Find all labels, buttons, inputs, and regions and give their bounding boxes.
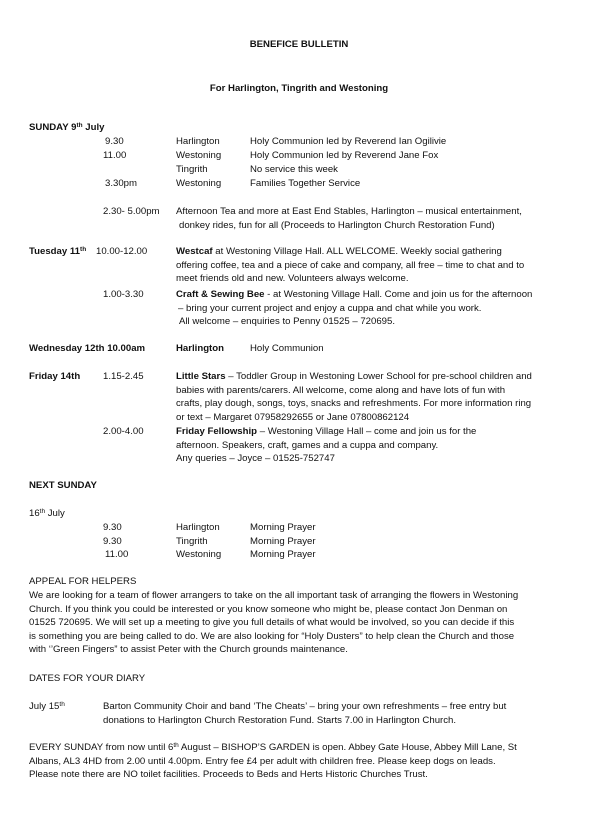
service-time: 11.00 [105, 549, 129, 560]
next-sunday-heading: NEXT SUNDAY [29, 480, 97, 491]
service-place: Westoning [176, 150, 222, 161]
wednesday-heading: Wednesday 12th 10.00am [29, 343, 146, 354]
wednesday-event: Holy Communion [250, 343, 324, 354]
service-place: Harlington [176, 522, 220, 533]
service-event: Holy Communion led by Reverend Jane Fox [250, 150, 439, 161]
tuesday-heading: Tuesday 11th [29, 246, 87, 257]
service-place: Tingrith [176, 164, 208, 175]
service-place: Tingrith [176, 536, 208, 547]
service-time: 11.00 [103, 150, 127, 161]
diary-choir-event: Barton Community Choir and band ‘The Cheats’ – bring your own refreshments – free entry but donations to Harlington Church Restoration Fund. Starts 7.00 in Harlington Church. [103, 701, 507, 726]
appeal-heading: APPEAL FOR HELPERS [29, 576, 137, 587]
bulletin-subtitle: For Harlington, Tingrith and Westoning [209, 83, 389, 94]
service-event: Morning Prayer [250, 549, 316, 560]
service-time: 9.30 [103, 536, 122, 547]
diary-date: July 15th [29, 701, 65, 712]
service-place: Westoning [176, 178, 222, 189]
friday-fellowship-description: Friday Fellowship – Westoning Village Hall – come and join us for the afternoon. Speakers, craft, games and a cuppa and company. Any queries – Joyce – 01525-752747 [176, 426, 477, 464]
afternoon-tea-description: Afternoon Tea and more at East End Stables, Harlington – musical entertainment, donkey rides, fun for all (Proceeds to Harlington Church Restoration Fund) [176, 206, 522, 231]
service-place: Harlington [176, 136, 220, 147]
little-stars-description: Little Stars – Toddler Group in Westoning Lower School for pre-school children and babies with parents/carers. All welcome, come along and have lots of fun with crafts, play dough, songs, toys, snacks and refreshments. For more information ring or text – Margaret 07958292655 or Jane 07800862124 [176, 371, 532, 423]
event-time: 10.00-12.00 [96, 246, 148, 257]
event-time: 2.30- 5.00pm [103, 206, 160, 217]
appeal-body: We are looking for a team of flower arrangers to take on the all important task of arranging the flowers in Westoning Church. If you think you could be interested or you know someone who might be, please contact Jon Denman on 01525 720695. We will set up a meeting to give you full details of what would be involved, so you can decide if this is something you are being called to do. We are also looking for “Holy Dusters” to help clean the Church and those with ‘’Green Fingers” to assist Peter with the Church grounds maintenance. [29, 590, 519, 655]
event-time: 1.15-2.45 [103, 371, 144, 382]
service-event: Morning Prayer [250, 536, 316, 547]
service-event: Families Together Service [250, 178, 361, 189]
westcaf-description: Westcaf at Westoning Village Hall. ALL WELCOME. Weekly social gathering offering coffee, tea and a piece of cake and company, all free – time to chat and to meet friends old and new. Volunteers always welcome. [176, 246, 525, 284]
event-time: 2.00-4.00 [103, 426, 144, 437]
service-event: No service this week [250, 164, 338, 175]
event-time: 1.00-3.30 [103, 289, 144, 300]
bulletin-title: BENEFICE BULLETIN [249, 39, 349, 50]
next-sunday-date: 16th July [29, 508, 65, 519]
wednesday-place: Harlington [176, 343, 224, 354]
service-time: 3.30pm [105, 178, 137, 189]
sunday-9-heading: SUNDAY 9th July [29, 122, 105, 133]
bishops-garden-notice: EVERY SUNDAY from now until 6th August – BISHOP’S GARDEN is open. Abbey Gate House, Abbey Mill Lane, St Albans, AL3 4HD from 2.00 until 4.00pm. Entry fee £4 per adult with children free. Please keep dogs on leads. Please note there are NO toilet facilities. Proceeds to Beds and Herts Historic Churches Trust. [29, 742, 517, 780]
friday-heading: Friday 14th [29, 371, 81, 382]
service-event: Holy Communion led by Reverend Ian Ogilivie [250, 136, 447, 147]
service-event: Morning Prayer [250, 522, 316, 533]
craft-sewing-description: Craft & Sewing Bee - at Westoning Village Hall. Come and join us for the afternoon – bring your current project and enjoy a cuppa and chat while you work. All welcome – enquiries to Penny 01525 – 720695. [176, 289, 533, 327]
service-time: 9.30 [103, 522, 122, 533]
service-time: 9.30 [105, 136, 124, 147]
diary-heading: DATES FOR YOUR DIARY [29, 673, 146, 684]
service-place: Westoning [176, 549, 222, 560]
